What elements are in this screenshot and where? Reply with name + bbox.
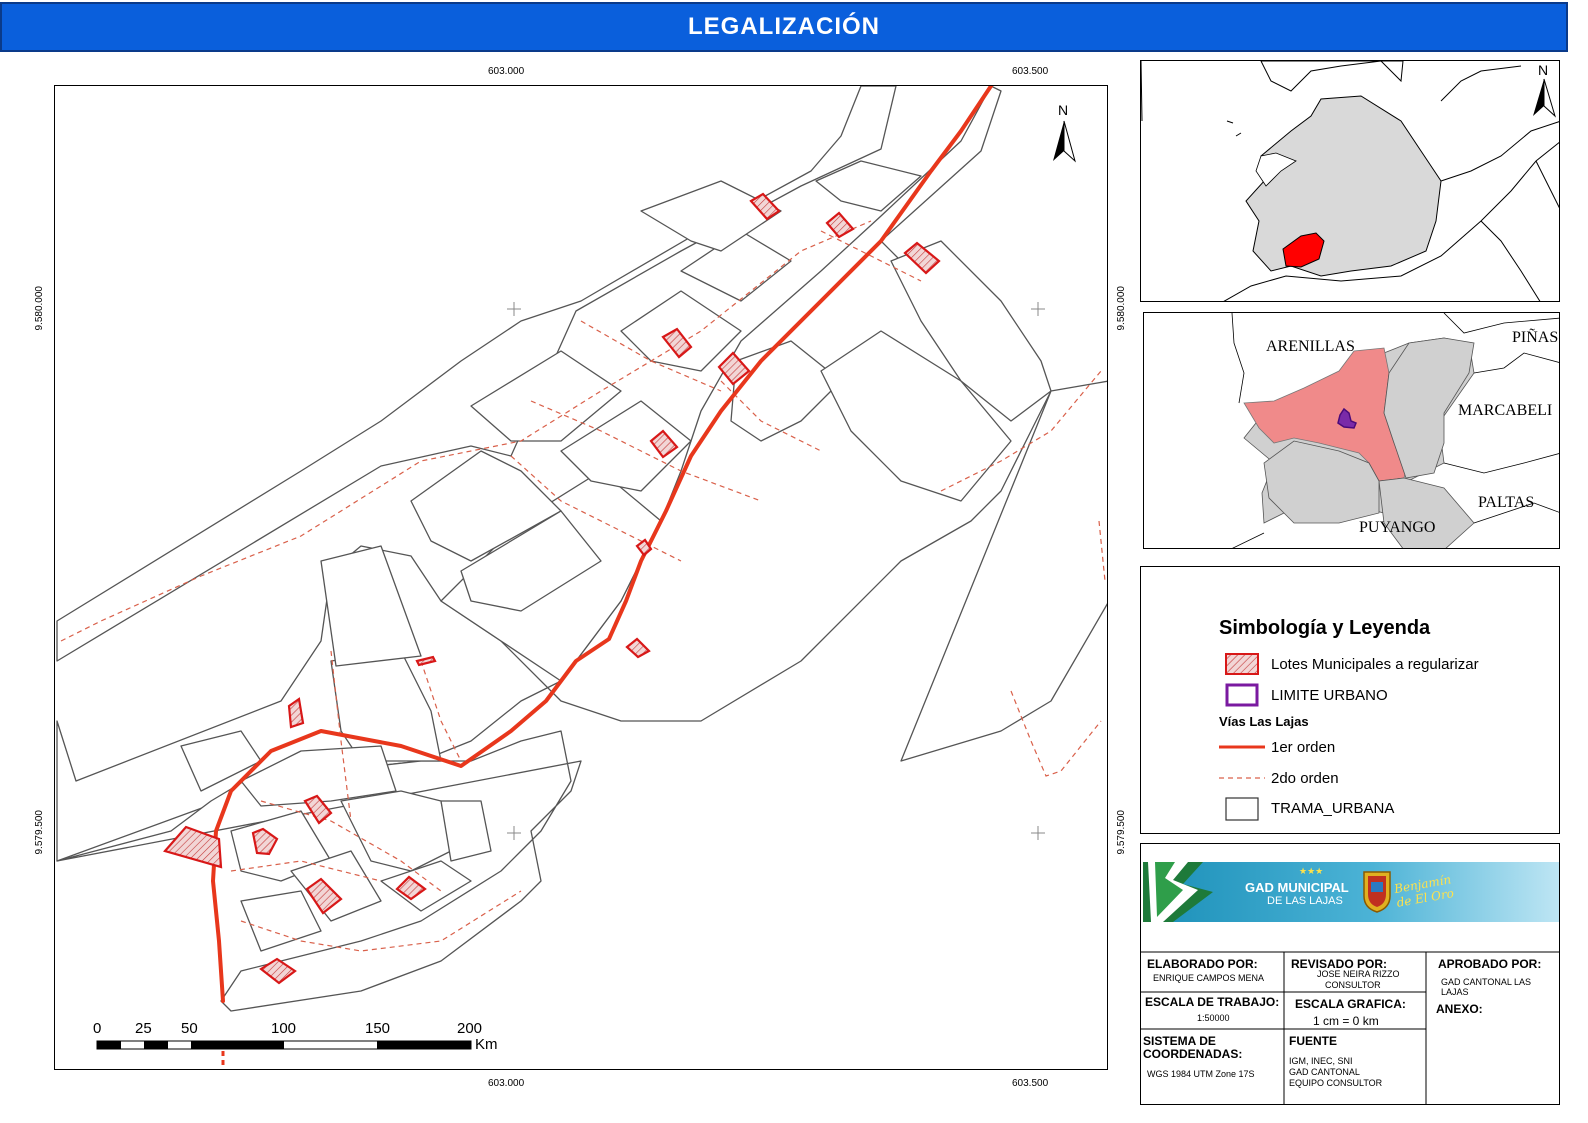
- legend-secondary-road-label: 2do orden: [1271, 770, 1339, 787]
- coord-left-y2: 9.579.500: [34, 810, 45, 855]
- logo-subname: DE LAS LAJAS: [1267, 895, 1343, 907]
- map-title: LEGALIZACIÓN: [688, 13, 880, 40]
- place-pinas: PIÑAS: [1512, 329, 1559, 346]
- north-arrow-icon: [1053, 121, 1075, 161]
- locator-north-label: N: [1538, 62, 1549, 78]
- coord-bottom-x1: 603.000: [488, 1078, 525, 1089]
- lot-symbol-icon: [1225, 653, 1259, 675]
- scale-label-100: 100: [271, 1020, 297, 1037]
- logo-name: GAD MUNICIPAL: [1245, 880, 1349, 895]
- revisado-value-1: JOSE NEIRA RIZZO: [1317, 969, 1400, 979]
- legend-roads-title: Vías Las Lajas: [1219, 714, 1309, 729]
- urban-fabric-symbol-icon: [1225, 797, 1259, 821]
- logo-slogan: Benjamín de El Oro: [1393, 872, 1455, 910]
- main-map: [55, 86, 1108, 1070]
- place-arenillas: ARENILLAS: [1266, 338, 1355, 355]
- sistema-label-2: COORDENADAS:: [1143, 1047, 1243, 1061]
- coord-right-y1: 9.580.000: [1116, 286, 1127, 331]
- elaborado-value: ENRIQUE CAMPOS MENA: [1153, 973, 1265, 983]
- legend-trama-label: TRAMA_URBANA: [1271, 800, 1395, 817]
- revisado-value-2: CONSULTOR: [1325, 980, 1381, 990]
- locator-map-svg: [1141, 61, 1560, 302]
- scale-label-0: 0: [93, 1020, 102, 1037]
- primary-road-symbol-icon: [1219, 741, 1265, 753]
- scale-label-150: 150: [365, 1020, 391, 1037]
- place-puyango: PUYANGO: [1359, 519, 1436, 536]
- fuente-value-3: EQUIPO CONSULTOR: [1289, 1078, 1383, 1088]
- fuente-label: FUENTE: [1289, 1034, 1337, 1048]
- anexo-label: ANEXO:: [1436, 1002, 1483, 1016]
- title-banner: [0, 2, 1568, 52]
- escala-grafica-value: 1 cm = 0 km: [1313, 1014, 1379, 1028]
- legend-title: Simbología y Leyenda: [1219, 617, 1431, 639]
- coord-left-y1: 9.580.000: [34, 286, 45, 331]
- sistema-label-1: SISTEMA DE: [1143, 1034, 1216, 1048]
- scale-label-25: 25: [135, 1020, 152, 1037]
- legend-panel: [1140, 566, 1560, 834]
- urban-limit-symbol-icon: [1225, 683, 1259, 707]
- place-paltas: PALTAS: [1478, 494, 1535, 511]
- revisado-label: REVISADO POR:: [1291, 957, 1388, 971]
- scale-unit: Km: [475, 1036, 498, 1053]
- coord-bottom-x2: 603.500: [1012, 1078, 1049, 1089]
- coord-right-y2: 9.579.500: [1116, 810, 1127, 855]
- fuente-value-1: IGM, INEC, SNI: [1289, 1056, 1353, 1066]
- scale-label-200: 200: [457, 1020, 483, 1037]
- locator-map: [1140, 60, 1560, 302]
- info-block: [1140, 843, 1560, 1105]
- legend-primary-road-label: 1er orden: [1271, 739, 1336, 756]
- escala-grafica-label: ESCALA GRAFICA:: [1295, 997, 1406, 1011]
- aprobado-value: GAD CANTONAL LAS LAJAS: [1441, 977, 1532, 997]
- legend-lots-label: Lotes Municipales a regularizar: [1271, 656, 1479, 673]
- coord-top-x1: 603.000: [488, 66, 525, 77]
- secondary-road-symbol-icon: [1219, 772, 1265, 784]
- scale-bar: [97, 1041, 471, 1049]
- province-shape: [1246, 96, 1441, 276]
- main-map-frame: [54, 85, 1108, 1070]
- elaborado-label: ELABORADO POR:: [1147, 957, 1258, 971]
- scale-label-50: 50: [181, 1020, 198, 1037]
- escala-trabajo-label: ESCALA DE TRABAJO:: [1145, 995, 1280, 1009]
- escala-trabajo-value: 1:50000: [1197, 1013, 1230, 1023]
- north-label: N: [1058, 102, 1069, 118]
- legend-urban-limit-label: LIMITE URBANO: [1271, 687, 1388, 704]
- sistema-value: WGS 1984 UTM Zone 17S: [1147, 1069, 1255, 1079]
- fuente-value-2: GAD CANTONAL: [1289, 1067, 1360, 1077]
- locator-north-arrow-icon: [1533, 79, 1555, 116]
- canton-map: [1143, 312, 1560, 549]
- logo-stars: ★★★: [1299, 866, 1324, 876]
- place-marcabeli: MARCABELI: [1458, 402, 1553, 419]
- coord-top-x2: 603.500: [1012, 66, 1049, 77]
- aprobado-label: APROBADO POR:: [1438, 957, 1542, 971]
